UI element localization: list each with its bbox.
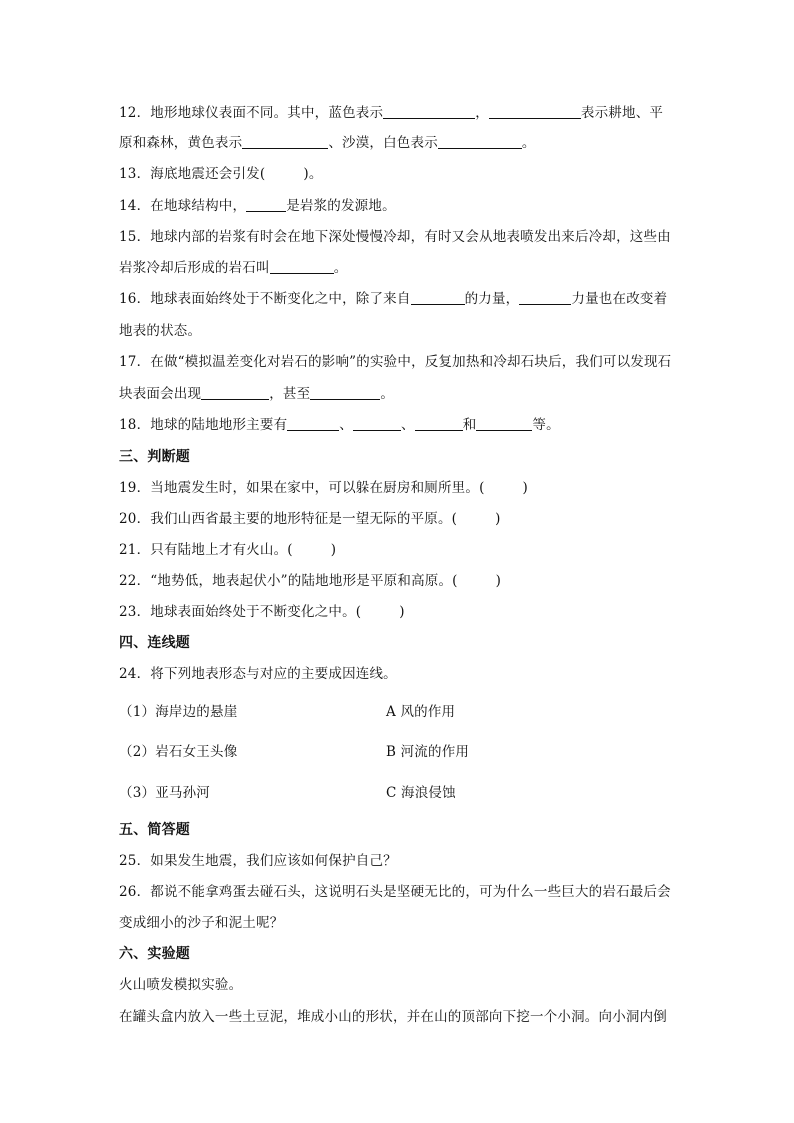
q16-text: 的力量， — [464, 291, 520, 307]
match-left-3[interactable]: （3）亚马孙河 — [119, 785, 210, 801]
q16-text: 16．地球表面始终处于不断变化之中，除了来自 — [119, 291, 411, 307]
q13-text: 13．海底地震还会引发( — [119, 166, 266, 182]
match-right-a[interactable]: A 风的作用 — [386, 704, 456, 720]
q18-text: 、 — [339, 417, 353, 433]
q23-text: 23．地球表面始终处于不断变化之中。( — [119, 604, 362, 620]
q16-text: 地表的状态。 — [119, 323, 202, 339]
match-row-3 — [119, 784, 456, 802]
q15-text: 岩浆冷却后形成的岩石叫 — [119, 260, 270, 276]
question-22 — [119, 572, 501, 590]
match-left-1[interactable]: （1）海岸边的悬崖 — [119, 704, 238, 720]
q14-blank[interactable] — [246, 197, 286, 212]
question-16-line-2 — [119, 322, 201, 340]
section-5-title: 五、简答题 — [119, 822, 190, 838]
q15-blank[interactable] — [270, 259, 334, 274]
question-24: 24．将下列地表形态与对应的主要成因连线。 — [119, 666, 397, 682]
question-23 — [119, 603, 405, 621]
q20-text: ) — [495, 511, 501, 527]
q12-blank-1[interactable] — [383, 104, 475, 119]
question-16-line-1 — [119, 290, 667, 308]
q22-text: ) — [495, 573, 502, 589]
q16-blank-1[interactable] — [411, 290, 465, 305]
match-left-2[interactable]: （2）岩石女王头像 — [119, 744, 238, 760]
q21-text: 21．只有陆地上才有火山。( — [119, 542, 293, 558]
q18-blank-2[interactable] — [353, 416, 401, 431]
section-4-title: 四、连线题 — [119, 635, 190, 651]
question-25: 25．如果发生地震，我们应该如何保护自己？ — [119, 853, 397, 869]
q12-blank-4[interactable] — [438, 134, 522, 149]
experiment-intro: 火山喷发模拟实验。 — [119, 977, 243, 993]
q12-blank-3[interactable] — [242, 134, 328, 149]
question-14 — [119, 197, 396, 215]
question-12-line-1 — [119, 104, 663, 122]
q12-text: 、沙漠，白色表示 — [328, 135, 438, 151]
q12-blank-2[interactable] — [489, 104, 581, 119]
q17-blank-2[interactable] — [310, 385, 380, 400]
q18-text: 、 — [400, 417, 415, 433]
q16-blank-2[interactable] — [519, 290, 571, 305]
question-26-line-1: 26．都说不能拿鸡蛋去碰石头，这说明石头是坚硬无比的，可为什么一些巨大的岩石最后会 — [119, 884, 671, 900]
question-21 — [119, 541, 336, 559]
q23-text: ) — [399, 604, 405, 620]
q19-text: 19．当地震发生时，如果在家中，可以躲在厨房和厕所里。( — [119, 480, 485, 496]
match-right-c[interactable]: C 海浪侵蚀 — [386, 785, 456, 801]
section-3-title: 三、判断题 — [119, 449, 190, 465]
q12-text: 原和森林，黄色表示 — [119, 135, 243, 151]
q17-text: 块表面会出现 — [119, 386, 202, 402]
q17-blank-1[interactable] — [201, 385, 269, 400]
section-6-title: 六、实验题 — [119, 946, 190, 962]
q15-text: 15．地球内部的岩浆有时会在地下深处慢慢冷却，有时又会从地表喷发出来后冷却，这些由 — [119, 229, 671, 245]
question-26-line-2: 变成细小的沙子和泥土呢？ — [119, 915, 284, 931]
q16-text: 力量也在改变着 — [571, 291, 668, 307]
q17-text: 17．在做“模拟温差变化对岩石的影响”的实验中，反复加热和冷却石块后，我们可以发现石 — [119, 354, 672, 370]
q18-blank-3[interactable] — [415, 416, 463, 431]
q20-text: 20．我们山西省最主要的地形特征是一望无际的平原。( — [119, 511, 458, 527]
q22-text: 22．“地势低，地表起伏小”的陆地地形是平原和高原。( — [119, 573, 458, 589]
q12-text: 。 — [521, 135, 536, 151]
q21-text: ) — [330, 542, 337, 558]
experiment-text-line-1: 在罐头盒内放入一些土豆泥，堆成小山的形状，并在山的顶部向下挖一个小洞。向小洞内倒 — [119, 1009, 667, 1025]
match-row-2 — [119, 743, 470, 761]
match-row-1 — [119, 703, 456, 721]
q12-text: 表示耕地、平 — [580, 105, 664, 121]
q13-text: )。 — [303, 166, 323, 182]
q15-text: 。 — [333, 260, 348, 276]
q17-text: ，甚至 — [269, 386, 311, 402]
match-right-b[interactable]: B 河流的作用 — [386, 744, 470, 760]
q14-text: 是岩浆的发源地。 — [286, 198, 396, 214]
question-20 — [119, 510, 501, 528]
question-17-line-2 — [119, 385, 394, 403]
question-15-line-1 — [119, 228, 671, 246]
q14-text: 14．在地球结构中， — [119, 198, 247, 214]
q18-blank-4[interactable] — [476, 416, 532, 431]
question-15-line-2 — [119, 259, 347, 277]
q12-text: 12．地形地球仪表面不同。其中，蓝色表示 — [119, 105, 384, 121]
q19-text: ) — [522, 480, 529, 496]
question-17-line-1 — [119, 353, 671, 371]
q12-text: ， — [475, 105, 489, 121]
question-13 — [119, 165, 323, 183]
question-18 — [119, 416, 560, 434]
question-12-line-2 — [119, 134, 536, 152]
q18-text: 18．地球的陆地地形主要有 — [119, 417, 288, 433]
q18-blank-1[interactable] — [287, 416, 339, 431]
q17-text: 。 — [380, 386, 395, 402]
question-19 — [119, 479, 528, 497]
q18-text: 和 — [462, 417, 477, 433]
q18-text: 等。 — [532, 417, 560, 433]
